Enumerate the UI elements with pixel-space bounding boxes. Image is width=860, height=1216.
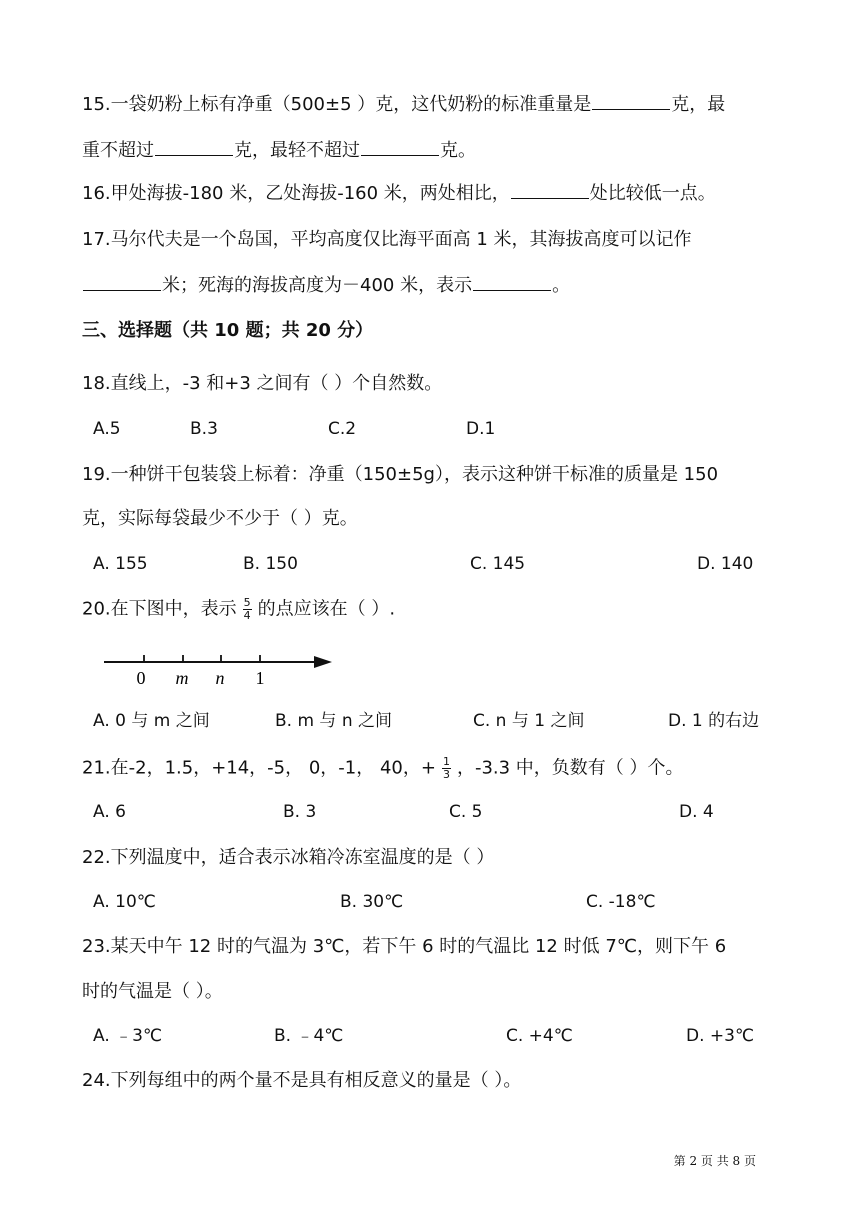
tick-label-m: m — [175, 668, 189, 688]
answer-blank — [361, 139, 439, 156]
option-c: C. 5 — [449, 802, 483, 822]
option-c: C.2 — [328, 419, 357, 439]
number-line-figure — [100, 648, 340, 692]
option-d: D. +3℃ — [686, 1026, 755, 1046]
fraction: $\frac{5}{4}$ — [243, 596, 251, 622]
answer-blank — [473, 274, 551, 291]
answer-blank — [592, 93, 670, 110]
option-d: D.1 — [466, 419, 496, 439]
fraction: $\frac{1}{3}$ — [442, 755, 450, 781]
option-c: C. -18℃ — [586, 892, 656, 912]
question-23-line-1: 23.某天中午 12 时的气温为 3℃，若下午 6 时的气温比 12 时低 7℃，则下午 6 — [82, 936, 727, 957]
option-c: C. 145 — [470, 554, 526, 574]
option-a: A. 0 与 m 之间 — [93, 711, 210, 731]
question-17-line-1: 17.马尔代夫是一个岛国，平均高度仅比海平面高 1 米，其海拔高度可以记作 — [82, 229, 692, 250]
option-b: B. ﹣4℃ — [274, 1026, 344, 1046]
question-22: 22.下列温度中，适合表示冰箱冷冻室温度的是（ ） — [82, 847, 495, 868]
option-b: B.3 — [190, 419, 218, 439]
answer-blank — [83, 274, 161, 291]
question-23-line-2: 时的气温是（ ）。 — [82, 981, 223, 1002]
option-b: B. 150 — [243, 554, 298, 574]
question-19-line-1: 19.一种饼干包装袋上标着：净重（150±5g），表示这种饼干标准的质量是 150 — [82, 464, 719, 485]
tick-label-1: 1 — [255, 668, 265, 688]
question-15-line-1: 15.一袋奶粉上标有净重（500±5 ）克，这代奶粉的标准重量是 克，最 — [82, 94, 726, 115]
option-a: A. ﹣3℃ — [93, 1026, 163, 1046]
option-b: B. m 与 n 之间 — [275, 711, 393, 731]
question-15-line-2: 重不超过 克，最轻不超过 克。 — [82, 140, 476, 161]
option-c: C. n 与 1 之间 — [473, 711, 585, 731]
option-c: C. +4℃ — [506, 1026, 573, 1046]
page-footer: 第 2 页 共 8 页 — [673, 1154, 756, 1168]
tick-label-0: 0 — [136, 668, 146, 688]
question-17-line-2: 米；死海的海拔高度为－400 米，表示 。 — [82, 274, 570, 298]
answer-blank — [155, 139, 233, 156]
question-16: 16.甲处海拔-180 米，乙处海拔-160 米，两处相比， 处比较低一点。 — [82, 183, 716, 204]
option-a: A. 6 — [93, 802, 126, 822]
option-b: B. 3 — [283, 802, 317, 822]
question-24: 24.下列每组中的两个量不是具有相反意义的量是（ ）。 — [82, 1070, 522, 1091]
option-a: A. 155 — [93, 554, 148, 574]
question-19-line-2: 克，实际每袋最少不少于（ ）克。 — [82, 508, 358, 529]
answer-blank — [511, 182, 589, 199]
number-line-arrow — [314, 656, 332, 668]
tick-label-n: n — [215, 668, 225, 688]
option-d: D. 4 — [679, 802, 714, 822]
question-20: 20.在下图中，表示 $\frac{5}{4}$ 的点应该在（ ）. — [82, 596, 396, 622]
option-d: D. 1 的右边 — [668, 711, 760, 731]
question-18: 18.直线上，-3 和+3 之间有（ ）个自然数。 — [82, 373, 443, 394]
option-d: D. 140 — [697, 554, 754, 574]
option-a: A.5 — [93, 419, 121, 439]
option-a: A. 10℃ — [93, 892, 156, 912]
question-21: 21.在-2，1.5，+14，-5， 0，-1， 40，+ $\frac{1}{3}$ ，-3.3 中，负数有（ ）个。 — [82, 755, 684, 781]
section-heading: 三、选择题（共 10 题；共 20 分） — [82, 320, 374, 341]
option-b: B. 30℃ — [340, 892, 404, 912]
